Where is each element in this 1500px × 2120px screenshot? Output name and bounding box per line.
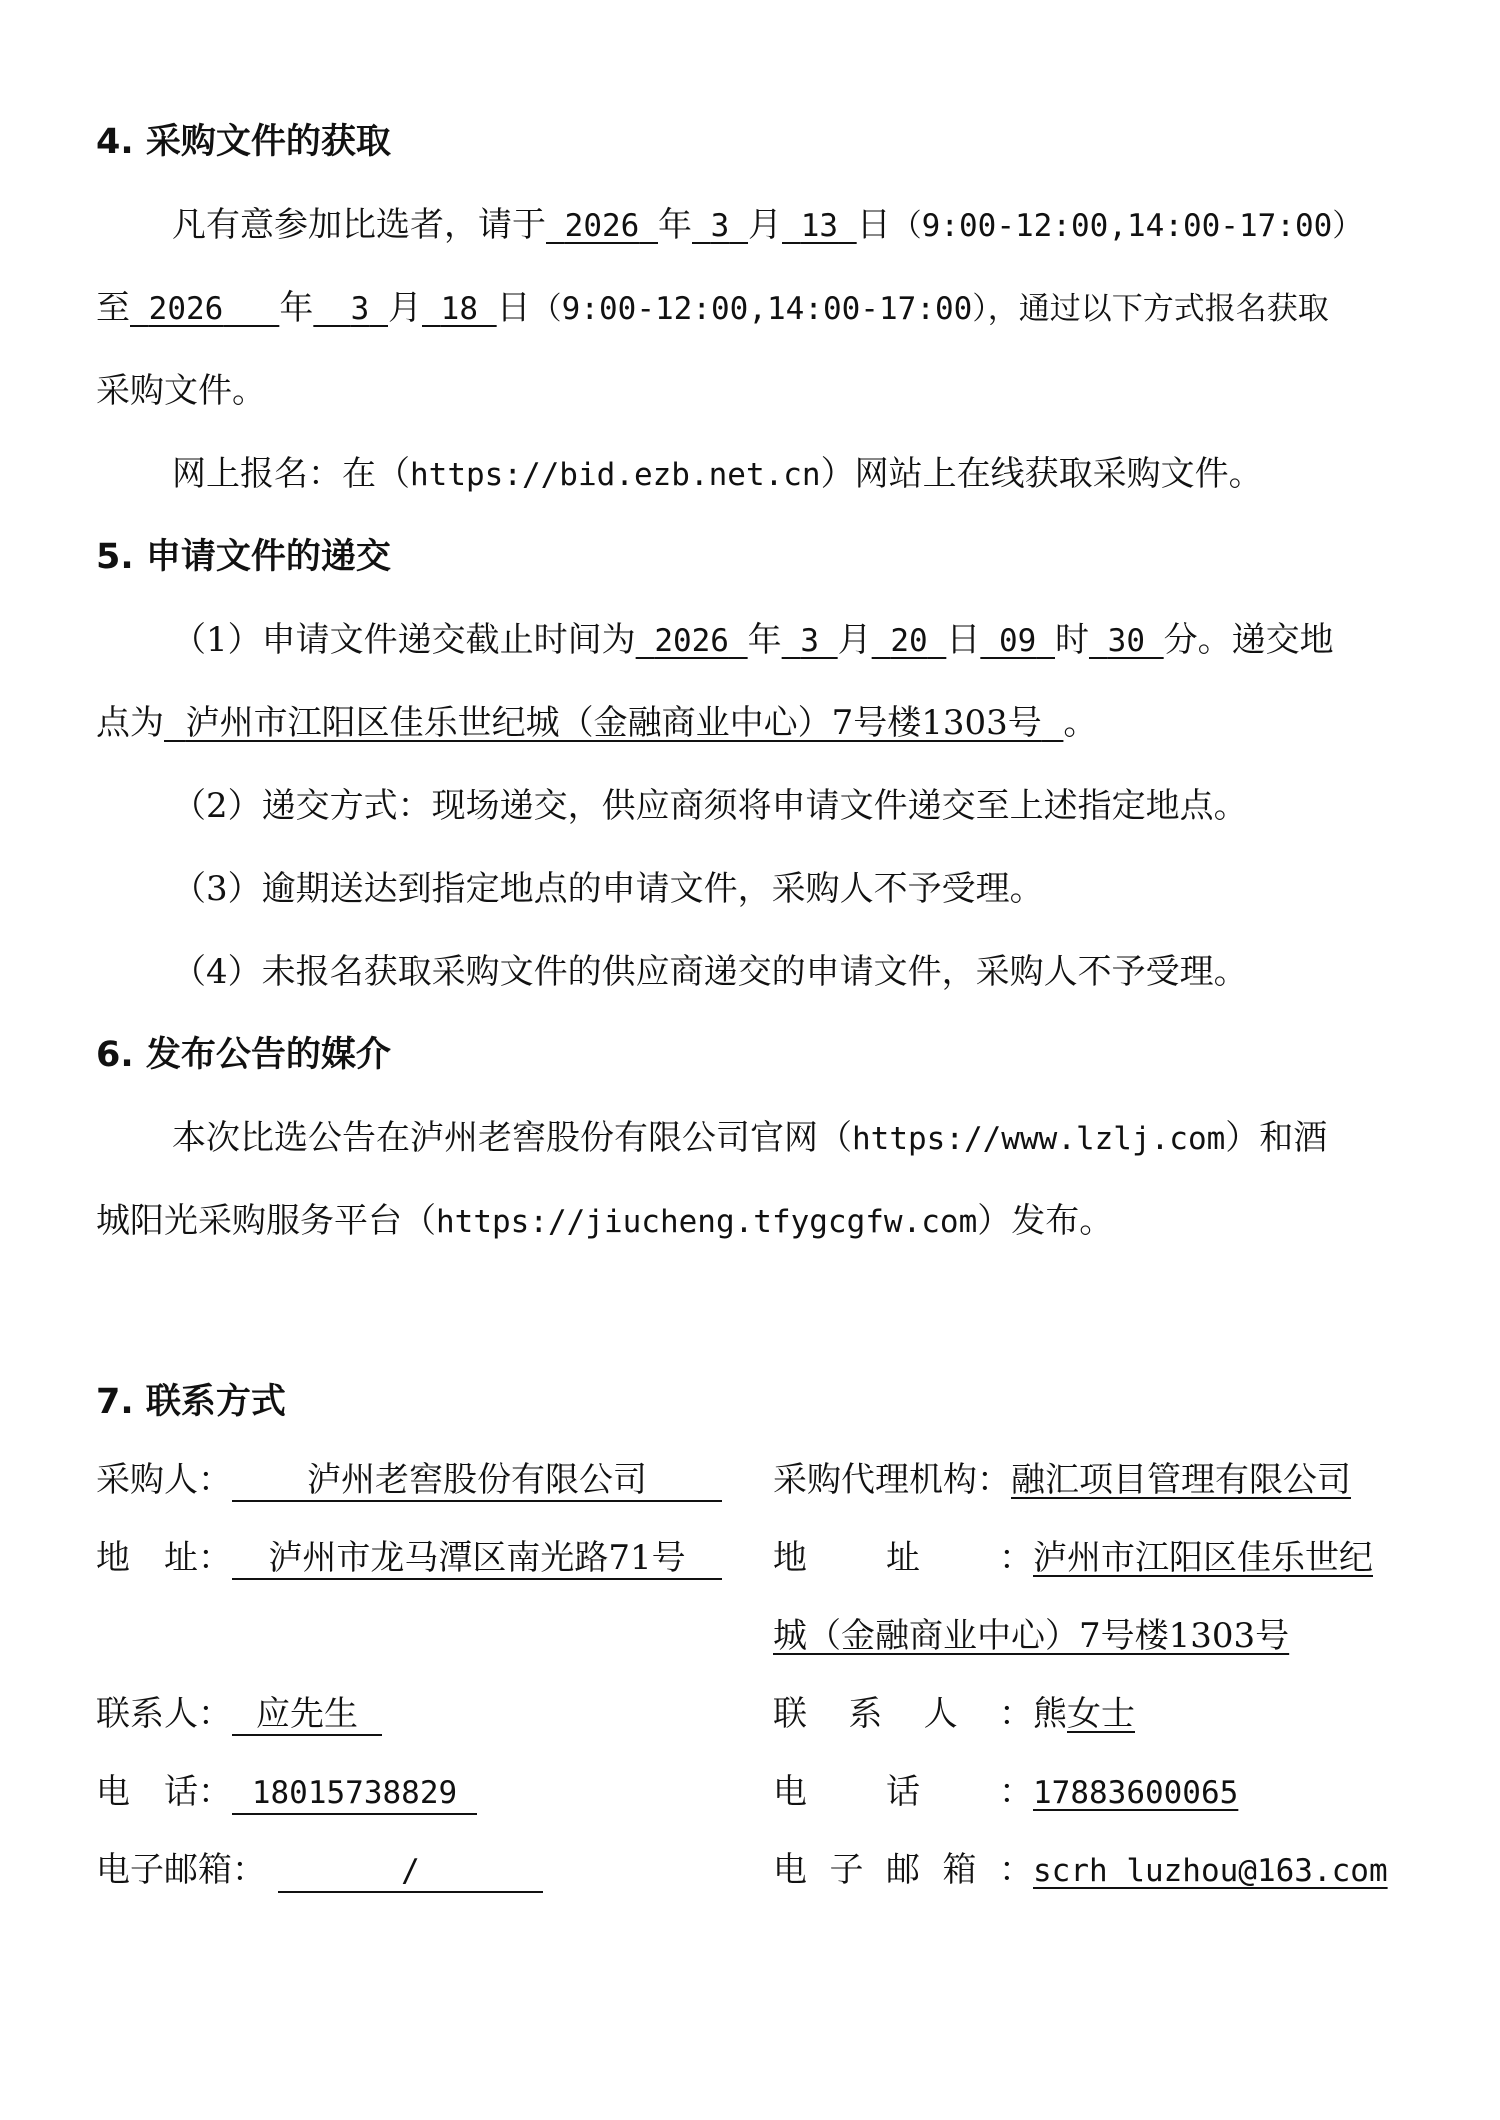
text: 日 xyxy=(496,288,531,328)
purchaser-phone: 18015738829 xyxy=(232,1773,477,1815)
end-year: 2026 xyxy=(148,291,224,327)
agency-contact-title: 女士 xyxy=(1067,1694,1135,1734)
purchaser-phone-row xyxy=(96,1770,736,1815)
label: 地址： xyxy=(773,1538,1033,1578)
text: 至 xyxy=(96,288,130,328)
text: ）和酒 xyxy=(1225,1118,1328,1158)
text: 网上报名：在（ xyxy=(172,454,410,494)
text: 年 xyxy=(658,205,692,245)
agency-email[interactable]: scrh_luzhou@163.com xyxy=(1033,1853,1388,1889)
section-4-paragraph-line-2 xyxy=(96,286,1416,331)
section-4-online-registration xyxy=(172,452,1416,497)
text: 分。递交地 xyxy=(1163,620,1334,660)
purchaser-contact-row xyxy=(96,1692,736,1736)
text: 月 xyxy=(388,288,422,328)
text: 年 xyxy=(747,620,782,660)
section-7-heading: 7. 联系方式 xyxy=(96,1382,286,1422)
text: 月 xyxy=(837,620,872,660)
label: 地 址： xyxy=(96,1538,232,1578)
official-website-url[interactable]: https://www.lzlj.com xyxy=(852,1121,1226,1157)
text: 时 xyxy=(1055,620,1089,660)
agency-address-line-1: 泸州市江阳区佳乐世纪 xyxy=(1033,1538,1373,1578)
deadline-year: 2026 xyxy=(654,623,729,659)
text: 凡有意参加比选者，请于 xyxy=(172,205,546,245)
registration-url[interactable]: https://bid.ezb.net.cn xyxy=(410,457,821,493)
label: 电话： xyxy=(773,1772,1033,1812)
text: 。 xyxy=(1063,703,1098,743)
label: 联系人： xyxy=(773,1694,1033,1734)
start-day: 13 xyxy=(800,208,839,244)
label: 电 话： xyxy=(96,1772,232,1812)
section-6-heading: 6. 发布公告的媒介 xyxy=(96,1035,391,1075)
text: 月 xyxy=(748,205,783,245)
purchaser-address-row xyxy=(96,1536,736,1580)
end-day: 18 xyxy=(440,291,478,327)
agency-contact-row xyxy=(773,1692,1413,1736)
text: ）网站上在线获取采购文件。 xyxy=(820,454,1263,494)
section-4-paragraph-line-1 xyxy=(172,203,1416,248)
agency-contact-surname: 熊 xyxy=(1033,1694,1067,1734)
agency-address-row-2 xyxy=(773,1614,1413,1658)
text: 日 xyxy=(946,620,981,660)
purchaser-name: 泸州老窖股份有限公司 xyxy=(232,1460,722,1502)
purchaser-name-row xyxy=(96,1458,736,1502)
agency-email-row xyxy=(773,1848,1413,1893)
text: 日 xyxy=(856,205,891,245)
deadline-hour: 09 xyxy=(999,623,1037,659)
agency-name: 融汇项目管理有限公司 xyxy=(1011,1460,1351,1500)
label: 采购代理机构： xyxy=(773,1460,1011,1500)
label: 电子邮箱： xyxy=(96,1850,266,1890)
section-5-item-1-line-1 xyxy=(172,618,1416,663)
label: 采购人： xyxy=(96,1460,232,1500)
agency-phone-row xyxy=(773,1770,1413,1815)
purchaser-email: / xyxy=(278,1851,543,1893)
deadline-minute: 30 xyxy=(1107,623,1145,659)
end-time-range: （9:00-12:00,14:00-17:00），通过以下方式报名获取 xyxy=(530,291,1329,327)
purchaser-contact: 应先生 xyxy=(232,1694,382,1736)
text: 点为 xyxy=(96,703,164,743)
section-4-heading: 4. 采购文件的获取 xyxy=(96,122,391,162)
purchaser-email-row xyxy=(96,1848,736,1893)
start-year: 2026 xyxy=(564,208,640,244)
text: 城阳光采购服务平台（ xyxy=(96,1201,436,1241)
start-month: 3 xyxy=(710,208,730,244)
text: （1）申请文件递交截止时间为 xyxy=(172,620,636,660)
section-5-item-2: （2）递交方式：现场递交，供应商须将申请文件递交至上述指定地点。 xyxy=(172,786,1248,826)
section-5-item-3: （3）逾期送达到指定地点的申请文件，采购人不予受理。 xyxy=(172,869,1044,909)
platform-url[interactable]: https://jiucheng.tfygcgfw.com xyxy=(436,1204,978,1240)
section-5-item-1-line-2 xyxy=(96,701,1416,745)
section-5-item-4: （4）未报名获取采购文件的供应商递交的申请文件，采购人不予受理。 xyxy=(172,952,1248,992)
label: 联系人： xyxy=(96,1694,232,1734)
agency-phone: 17883600065 xyxy=(1033,1775,1239,1811)
text: ）发布。 xyxy=(977,1201,1114,1241)
section-4-paragraph-line-3: 采购文件。 xyxy=(96,371,266,411)
section-6-paragraph-line-2 xyxy=(96,1199,1416,1244)
section-6-paragraph-line-1 xyxy=(172,1116,1416,1161)
agency-name-row xyxy=(773,1458,1413,1502)
label: 电子邮箱： xyxy=(773,1850,1033,1890)
deadline-month: 3 xyxy=(800,623,819,659)
deadline-day: 20 xyxy=(890,623,928,659)
start-time-range: （9:00-12:00,14:00-17:00） xyxy=(890,208,1364,244)
agency-address-line-2: 城（金融商业中心）7号楼1303号 xyxy=(773,1616,1290,1656)
section-5-heading: 5. 申请文件的递交 xyxy=(96,537,391,577)
text: 本次比选公告在泸州老窖股份有限公司官网（ xyxy=(172,1118,852,1158)
end-month: 3 xyxy=(350,291,370,327)
agency-address-row xyxy=(773,1536,1413,1580)
text: 年 xyxy=(279,288,314,328)
submission-address: 泸州市江阳区佳乐世纪城（金融商业中心）7号楼1303号 xyxy=(185,703,1042,743)
purchaser-address: 泸州市龙马潭区南光路71号 xyxy=(232,1538,722,1580)
